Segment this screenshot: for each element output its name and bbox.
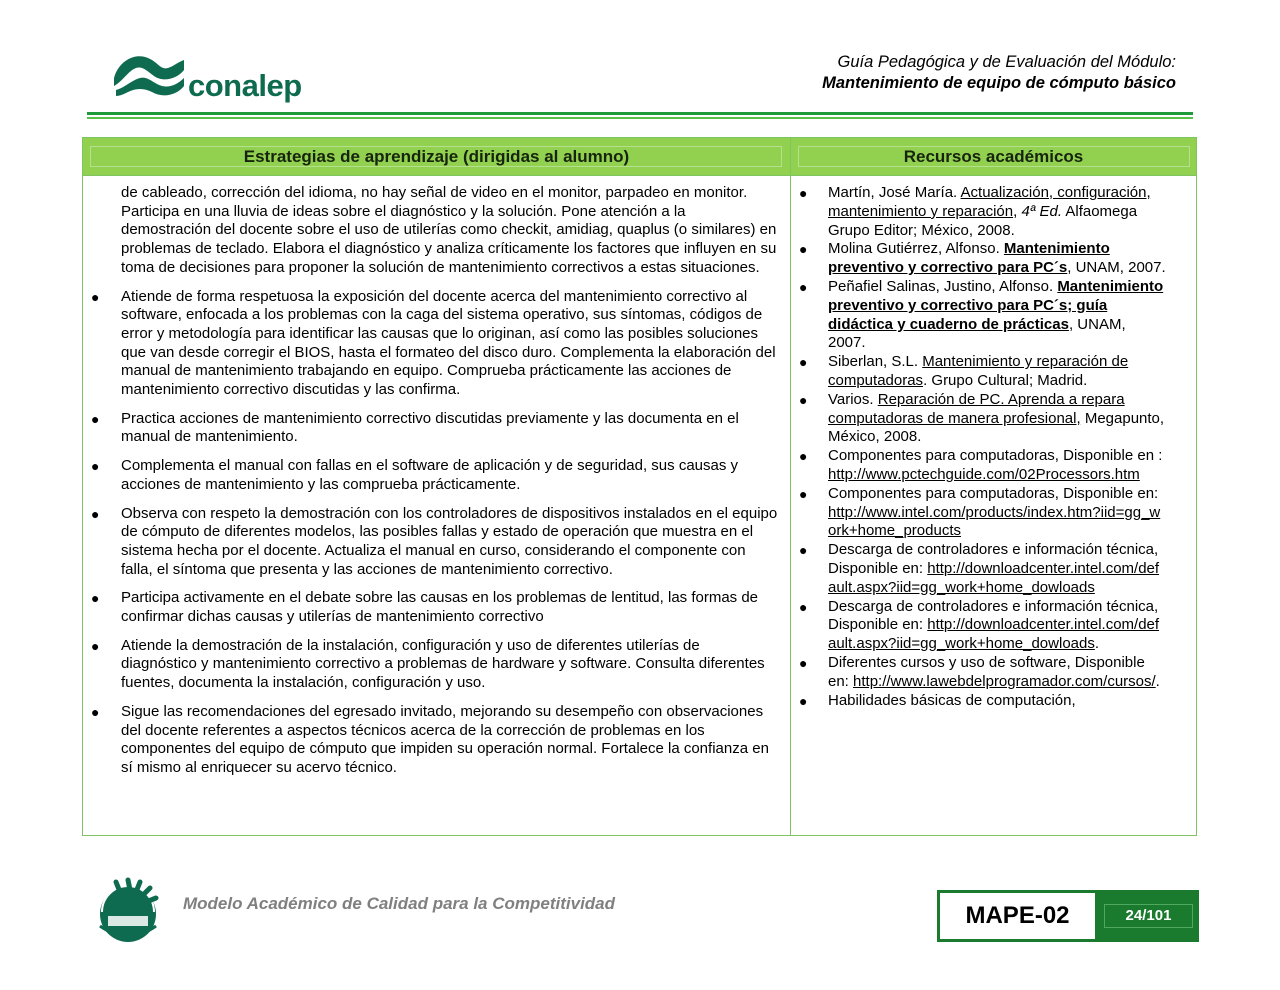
logo-text: conalep <box>188 68 302 103</box>
resource-item: ● Varios. Reparación de PC. Aprenda a repara computadoras de manera profesional, Megapunto, México, 2008. <box>799 390 1165 446</box>
bullet-icon: ● <box>799 485 808 502</box>
title-line-1: Guía Pedagógica y de Evaluación del Módulo: <box>837 53 1176 71</box>
bullet-icon: ● <box>799 391 808 408</box>
resource-item: ● Martín, José María. Actualización, configuración, mantenimiento y reparación, 4ª Ed. Alfaomega Grupo Editor; México, 2008. <box>799 184 1151 239</box>
resource-title-link[interactable]: Mantenimiento preventivo y correctivo para PC´s; guía didáctica y cuaderno de prácticas <box>828 277 1164 333</box>
resource-title-link[interactable]: Actualización, configuración, mantenimiento y reparación <box>828 184 1151 220</box>
bullet-icon: ● <box>91 590 100 607</box>
resource-item: ● Descarga de controladores e información técnica, Disponible en: http://downloadcenter.intel.com/default.aspx?iid=gg_work+home_dowloads <box>799 541 1160 596</box>
resource-url-link[interactable]: http://www.lawebdelprogramador.com/cursos/ <box>853 672 1156 690</box>
page-number: 24/101 <box>1104 904 1193 928</box>
conalep-logo <box>112 50 312 106</box>
bullet-icon: ● <box>91 505 100 522</box>
bullet-icon: ● <box>799 354 808 371</box>
bullet-icon: ● <box>799 241 808 258</box>
resource-item: ● Descarga de controladores e información técnica, Disponible en: http://downloadcenter.intel.com/default.aspx?iid=gg_work+home_dowloads. <box>799 597 1160 653</box>
resource-item: ● Componentes para computadoras, Disponible en: http://www.intel.com/products/index.htm?iid=gg_work+home_products <box>799 484 1161 540</box>
bullet-icon: ● <box>799 448 808 465</box>
resource-item: ● Peñafiel Salinas, Justino, Alfonso. Mantenimiento preventivo y correctivo para PC´s; guía didáctica y cuaderno de prácticas, UNAM, 2007. <box>799 277 1164 352</box>
resources-list <box>791 184 1196 710</box>
document-code: MAPE-02 <box>937 890 1098 942</box>
resource-title-link[interactable]: Mantenimiento y reparación de computadoras <box>828 353 1129 389</box>
resource-item: ● Componentes para computadoras, Disponible en : http://www.pctechguide.com/02Processors.htm <box>799 447 1163 483</box>
list-item: ● Atiende la demostración de la instalación, configuración y uso de diferentes utilerías de diagnóstico y mantenimiento correctivo a problemas de hardware y software. Consulta diferentes fuentes, documenta la instalación, configuración y uso. <box>91 636 765 692</box>
resource-item: ● Siberlan, S.L. Mantenimiento y reparación de computadoras. Grupo Cultural; Madrid. <box>799 353 1129 389</box>
col-header-strategies: Estrategias de aprendizaje (dirigidas al alumno) <box>243 147 630 166</box>
page-number-box <box>1098 890 1199 942</box>
list-item: ● Participa activamente en el debate sobre las causas en los problemas de lentitud, las formas de confirmar dichas causas y utilerías de mantenimiento correctivo <box>91 589 759 626</box>
bullet-icon: ● <box>91 410 100 427</box>
list-item: ● Complementa el manual con fallas en el software de aplicación y de seguridad, sus causas y acciones de mantenimiento y las comprueba prácticamente. <box>91 457 739 493</box>
bullet-icon: ● <box>799 185 808 201</box>
bullet-icon: ● <box>91 637 100 654</box>
resource-url-link[interactable]: http://www.intel.com/products/index.htm?iid=gg_work+home_products <box>828 503 1161 540</box>
header-rule <box>87 112 1193 115</box>
resources-column <box>791 184 1196 710</box>
resource-title-link[interactable]: Mantenimiento preventivo y correctivo para PC´s <box>828 240 1110 277</box>
resource-item: ● Habilidades básicas de computación, <box>799 691 1076 709</box>
bullet-icon: ● <box>91 458 100 475</box>
resource-url-link[interactable]: http://downloadcenter.intel.com/default.aspx?iid=gg_work+home_dowloads <box>828 616 1160 653</box>
resource-url-link[interactable]: http://www.pctechguide.com/02Processors.htm <box>828 465 1140 483</box>
col-header-resources: Recursos académicos <box>903 147 1084 166</box>
resource-item: ● Diferentes cursos y uso de software, Disponible en: http://www.lawebdelprogramador.com/cursos/. <box>799 653 1160 690</box>
strategies-table <box>82 137 1197 836</box>
document-title <box>822 52 1176 94</box>
resource-title-link[interactable]: Reparación de PC. Aprenda a repara computadoras de manera profesional, <box>828 390 1125 427</box>
bullet-icon: ● <box>799 692 808 709</box>
modelo-academico-seal <box>94 876 166 944</box>
header-rule-light <box>87 117 1193 119</box>
title-line-2: Mantenimiento de equipo de cómputo básico <box>822 74 1176 92</box>
strategies-intro: de cableado, corrección del idioma, no hay señal de video en el monitor, parpadeo en monitor. Participa en una lluvia de ideas sobre el diagnóstico y la solución. Pone atención a la demostración del docente sobre el uso de utilerías como checkit, amidiag, quaplus (o similares) en problemas de teclado. Elabora el diagnóstico y analiza críticamente los factores que influyen en su toma de decisiones para proponer la solución de mantenimiento correctivos a estas situaciones. <box>121 184 777 276</box>
bullet-icon: ● <box>799 542 808 559</box>
list-item: ● Observa con respeto la demostración con los controladores de dispositivos instalados en el equipo de cómputo de diferentes modelos, las posibles fallas y estado de operación que muestra en el sistema hecha por el docente. Actualiza el manual en curso, considerando el componente con falla, el síntoma que presenta y las acciones de mantenimiento correctivo. <box>91 504 778 578</box>
resource-item: ● Molina Gutiérrez, Alfonso. Mantenimiento preventivo y correctivo para PC´s, UNAM, 2007. <box>799 240 1166 277</box>
footer-model-text: Modelo Académico de Calidad para la Competitividad <box>183 894 616 913</box>
list-item: ● Sigue las recomendaciones del egresado invitado, mejorando su desempeño con observaciones del docente referentes a aspectos técnicos acerca de la corrección de problemas en los componentes del equipo de cómputo que impiden su operación normal. Fortalece la confianza en sí mismo al enriquecer su acervo técnico. <box>91 702 769 776</box>
bullet-icon: ● <box>799 654 808 671</box>
resource-url-link[interactable]: http://downloadcenter.intel.com/default.aspx?iid=gg_work+home_dowloads <box>828 559 1160 596</box>
table-header-row <box>83 138 1196 176</box>
list-item: ● Practica acciones de mantenimiento correctivo discutidas previamente y las documenta en el manual de mantenimiento. <box>91 409 739 446</box>
bullet-icon: ● <box>91 288 100 305</box>
seal-icon <box>94 876 166 944</box>
strategies-column <box>83 184 790 788</box>
list-item: ● Atiende de forma respetuosa la exposición del docente acerca del mantenimiento correctivo al software, enfocada a los problemas con la caga del sistema operativo, sus síntomas, códigos de error y metodología para identificar las causas que lo originan, así como las posibles soluciones que van desde corregir el BIOS, hasta el formateo del disco duro. Complementa la elaboración del manual de mantenimiento trabajando en equipo. Comprueba prácticamente las acciones de mantenimiento correctivo discutidas y las confirma. <box>91 287 776 399</box>
bullet-icon: ● <box>799 598 808 615</box>
strategies-list <box>83 288 790 778</box>
bullet-icon: ● <box>91 703 100 720</box>
conalep-logo-icon <box>112 50 186 98</box>
bullet-icon: ● <box>799 278 808 295</box>
